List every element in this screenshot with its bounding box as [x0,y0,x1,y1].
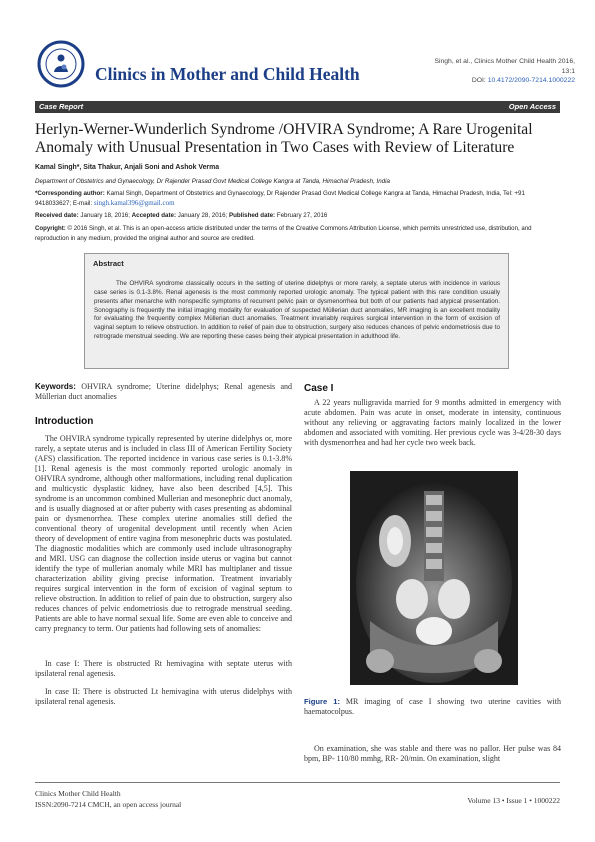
footer-journal: Clinics Mother Child Health [35,789,121,798]
figure-caption-text: MR imaging of case I showing two uterine cavities with haematocolpus. [304,697,561,716]
abstract-body: The OHVIRA syndrome classically occurs in the setting of uterine didelphys or more rarely, a septate uterus with incidence in various case series is 0.1-3.8%. Renal agenesis is the most commonly reported urologic anomaly. The typical patient with this rare condition usually presents after menarche with nonspecific symptoms of recurrent pelvic pain or dysmenorrhea but both of our patients had atypical presentation. Sonography is frequently the initial imaging modality for evaluation of suspected Müllerian duct anomalies, MR imaging is an excellent modality for evaluating the frequently complex Müllerian duct anomalies. Treatment invariably requires surgical intervention in the form of excision of vaginal septum to relieve obstruction. In addition to relief of pain due to obstruction, surgery also reduces chances of pelvic endometriosis due to retrograde menstrual seeding. We are reporting these cases being their atypical presentation in adulthood life. [94,280,500,341]
published-date: February 27, 2016 [275,212,328,219]
abstract-box [84,253,509,369]
footer-divider [35,782,560,783]
copyright [35,224,560,243]
journal-logo [37,40,85,88]
article-title: Herlyn-Werner-Wunderlich Syndrome /OHVIRA Syndrome; A Rare Urogenital Anomaly with Unusual Presentation in Two Cases with Review of Literature [35,121,533,156]
corresponding-label: *Corresponding author: [35,190,105,197]
copyright-text: © 2016 Singh, et al. This is an open-access article distributed under the terms of the Creative Commons Attribution License, which permits unrestricted use, distribution, and reproduction in any medium, provided the original author and source are credited. [35,225,532,242]
article-type-label: Case Report [39,102,84,111]
footer-volume: Volume 13 • Issue 1 • 1000222 [467,796,560,805]
email-link[interactable]: singh.kamal396@gmail.com [93,198,175,207]
doi-link[interactable]: 10.4172/2090-7214.1000222 [487,77,575,84]
corresponding-text: Kamal Singh, Department of Obstetrics and Gynaecology, Dr Rajender Prasad Govt Medical College Kangra at Tanda, Himachal Pradesh, India, Tel: +91 9418033627; E-mail: [35,190,525,207]
case-one-text: A 22 years nulligravida married for 9 months admitted in emergency with acute abdomen. Pain was acute in onset, moderate in intensity, continuous without any relieving or aggravating factors mainly localized in the lower abdomen and associated with vomiting. Her previous cycle was 3-4/28-30 days with dysmenorrhea and had her cycle two week back. [304,398,561,447]
keywords [35,382,292,402]
case-two-summary: In case II: There is obstructed Lt hemivagina with uterus didelphys with ipsilateral renal agenesis. [35,687,292,706]
received-label: Received date: [35,212,79,219]
introduction-heading: Introduction [35,416,94,427]
figure-caption [304,697,561,717]
doi-line [472,77,575,84]
published-label: Published date: [229,212,276,219]
figure-label: Figure 1: [304,697,340,706]
case-one-heading: Case I [304,383,334,394]
received-date: January 18, 2016; [78,212,132,219]
article-dates [35,212,327,219]
mri-figure-image [350,471,518,685]
examination-text: On examination, she was stable and there was no pallor. Her pulse was 84 bpm, BP- 110/80 mmhg, RR- 20/min. On examination, slight [304,744,561,763]
introduction-paragraph: The OHVIRA syndrome typically represented by uterine didelphys or, more rarely, a septate uterus and is included in class III of American Fertility Society (AFS) classification. The reported incidence in various case series is 0.1-3.8% [1]. Renal agenesis is the most commonly reported urologic anomaly in OHVIRA syndrome, although other malformations, including renal duplication and multicystic dysplastic kidney, have also been described [4,5]. This syndrome is an uncommon combined Mullerian and mesonephric duct anomaly, and is usually diagnosed at or after puberty with cases presenting as abdominal pain or dysmenorrhea. These complex uterine anomalies still defied the conventional theory of urogenital development until recently when Acien theory of development of entire vagina from mesonephric ducts was postulated. The diagnostic modalities which are commonly used include ultrasonography and MRI. USG can diagnose the collection inside uterus or vagina but cannot identify the type of mullerian anomaly while MRI has multiplaner and tissue characterization ability giving precise information. Treatment invariably requires surgical intervention in the form of excision of vaginal septum to relieve obstruction. In addition to relief of pain due to obstruction, surgery also reduces chances of pelvic endometriosis due to retrograde menstrual seeding. Patients are able to have normal sexual life. Some are even able to conceive and carry pregnancy to term. Our patients had following sets of anomalies: [35,434,292,633]
citation-volume: 13:1 [561,68,575,75]
article-type-bar [35,101,560,113]
copyright-label: Copyright: [35,225,66,232]
footer-issn: ISSN:2090-7214 CMCH, an open access journal [35,800,182,809]
case-one-summary: In case I: There is obstructed Rt hemivagina with septate uterus with ipsilateral renal agenesis. [35,659,292,678]
corresponding-author [35,189,560,208]
open-access-label: Open Access [508,102,556,111]
affiliation: Department of Obstetrics and Gynaecology, Dr Rajender Prasad Govt Medical College Kangra at Tanda, Himachal Pradesh, India [35,178,390,185]
keywords-label: Keywords: [35,382,76,391]
accepted-date: January 28, 2016; [176,212,230,219]
journal-title: Clinics in Mother and Child Health [95,64,360,84]
accepted-label: Accepted date: [131,212,177,219]
citation-line: Singh, et al., Clinics Mother Child Health 2016, [434,58,575,65]
authors: Kamal Singh*, Sita Thakur, Anjali Soni and Ashok Verma [35,164,220,171]
keywords-text: OHVIRA syndrome; Uterine didelphys; Renal agenesis and Müllerian duct anomalies [35,382,292,401]
abstract-heading: Abstract [93,259,124,268]
doi-label: DOI: [471,77,488,84]
